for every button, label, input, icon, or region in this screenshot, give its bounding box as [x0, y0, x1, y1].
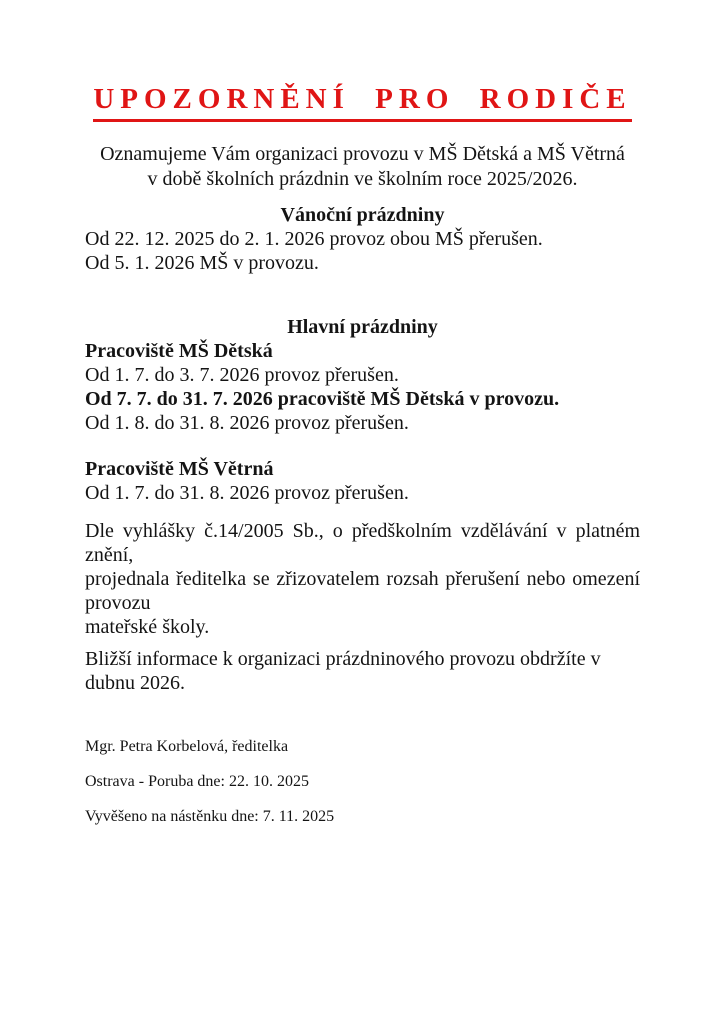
- intro-line-2: v době školních prázdnin ve školním roce 2025/2026.: [147, 167, 578, 190]
- christmas-line-2: Od 5. 1. 2026 MŠ v provozu.: [85, 251, 319, 274]
- signature-line: Mgr. Petra Korbelová, ředitelka: [85, 737, 289, 755]
- vetrna-line-1: Od 1. 7. do 31. 8. 2026 provoz přerušen.: [85, 481, 409, 504]
- christmas-line-1: Od 22. 12. 2025 do 2. 1. 2026 provoz obou MŠ přerušen.: [85, 227, 543, 250]
- detska-line-2: Od 7. 7. do 31. 7. 2026 pracoviště MŠ Dětská v provozu.: [85, 387, 560, 410]
- info-line: Bližší informace k organizaci prázdninového provozu obdržíte v dubnu 2026.: [85, 647, 601, 694]
- decree-line-3: mateřské školy.: [85, 615, 210, 638]
- page-title: UPOZORNĚNÍ PRO RODIČE: [93, 84, 631, 122]
- title-wrap: [85, 84, 640, 122]
- posted-date-line: Vyvěšeno na nástěnku dne: 7. 11. 2025: [85, 807, 335, 825]
- decree-paragraph: [85, 519, 640, 639]
- detska-line-3: Od 1. 8. do 31. 8. 2026 provoz přerušen.: [85, 411, 409, 434]
- decree-line-2: projednala ředitelka se zřizovatelem rozsah přerušení nebo omezení provozu: [85, 567, 640, 614]
- decree-line-1: Dle vyhlášky č.14/2005 Sb., o předškolním vzdělávání v platném znění,: [85, 519, 640, 566]
- subheading-workplace-vetrna: Pracoviště MŠ Větrná: [85, 457, 274, 480]
- intro-line-1: Oznamujeme Vám organizaci provozu v MŠ Dětská a MŠ Větrná: [100, 142, 625, 165]
- place-date-line: Ostrava - Poruba dne: 22. 10. 2025: [85, 772, 309, 790]
- intro-paragraph: [85, 142, 640, 192]
- section-heading-christmas-holidays: Vánoční prázdniny: [280, 203, 445, 226]
- detska-line-1: Od 1. 7. do 3. 7. 2026 provoz přerušen.: [85, 363, 399, 386]
- section-heading-main-holidays: Hlavní prázdniny: [287, 315, 438, 338]
- subheading-workplace-detska: Pracoviště MŠ Dětská: [85, 339, 273, 362]
